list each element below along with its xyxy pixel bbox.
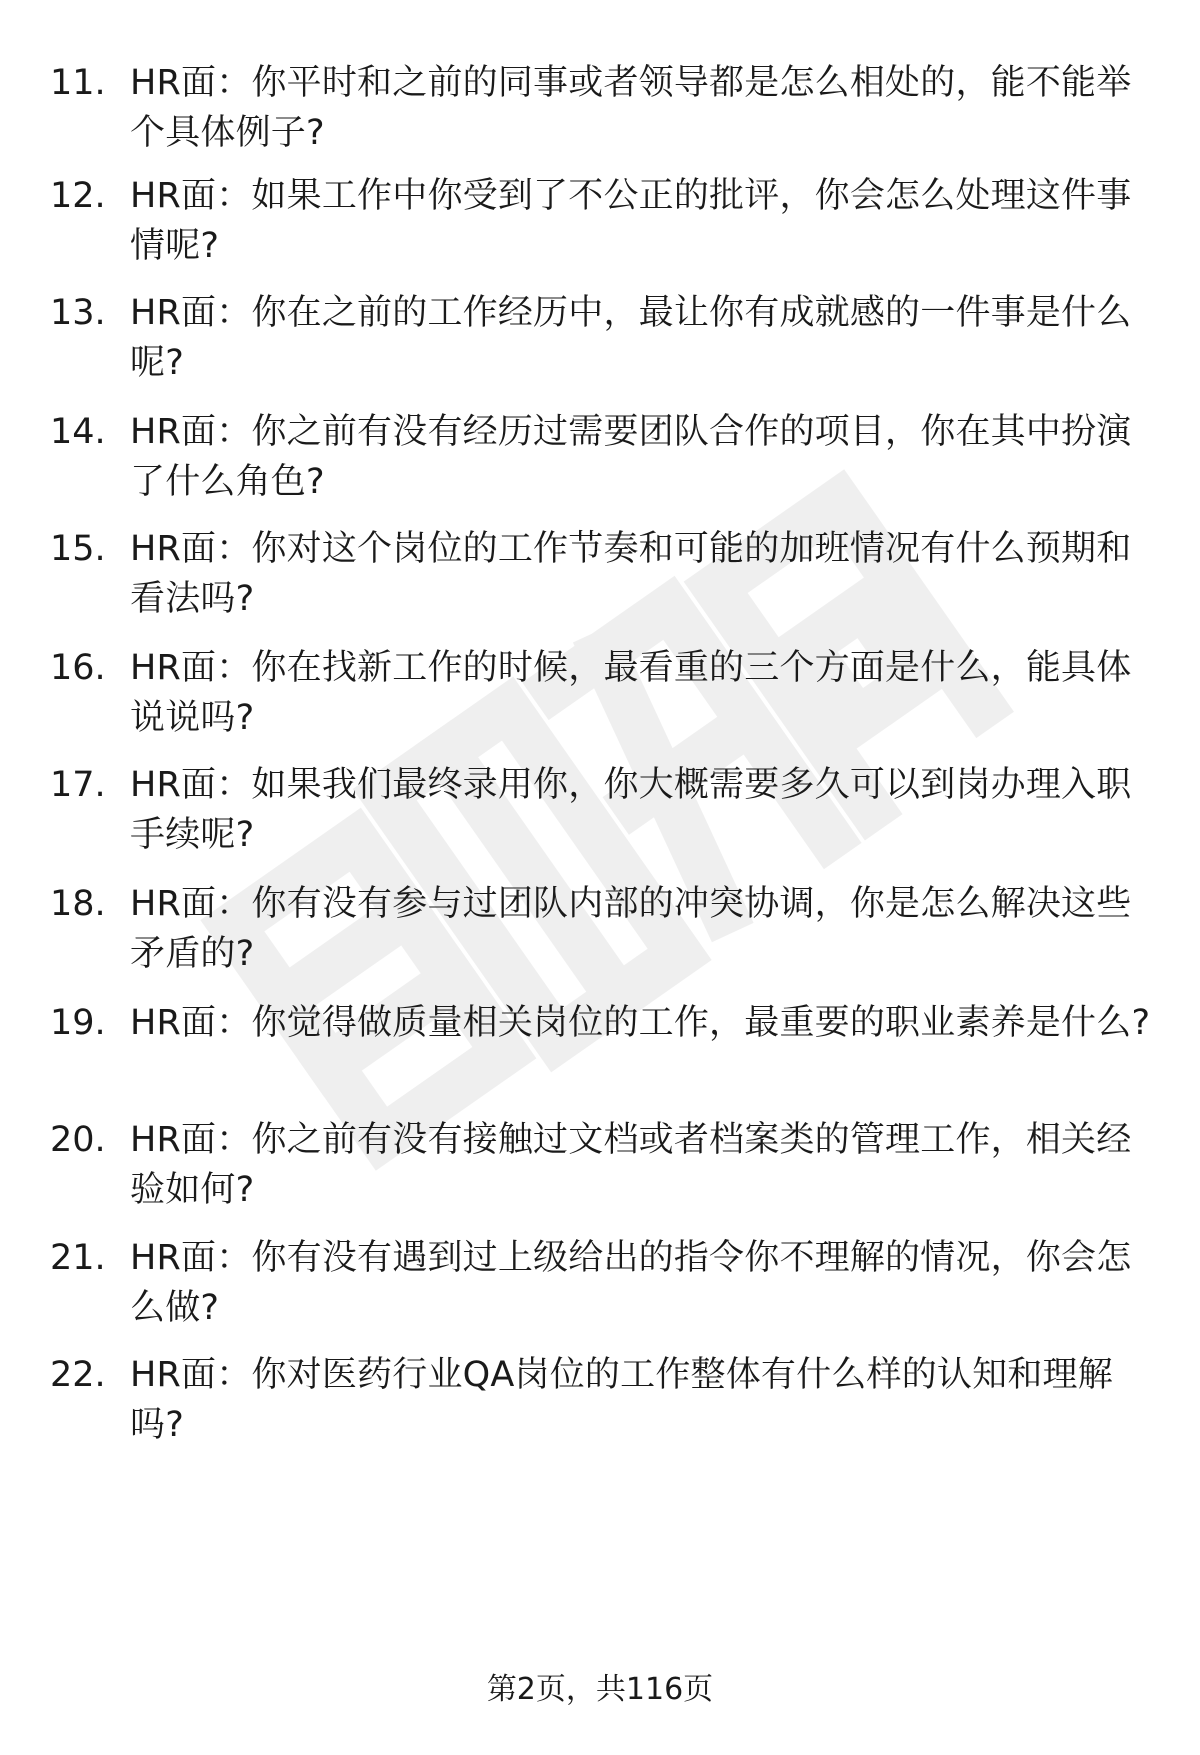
page-footer: 第2页，共116页 — [486, 1672, 714, 1707]
question-number: 19. — [50, 1003, 106, 1043]
question-text: HR面：你有没有参与过团队内部的冲突协调，你是怎么解决这些矛盾的? — [130, 884, 1132, 974]
question-item — [50, 1233, 1160, 1343]
question-text: HR面：你在找新工作的时候，最看重的三个方面是什么，能具体说说吗? — [130, 648, 1132, 738]
question-number: 13. — [50, 293, 106, 333]
question-item — [50, 171, 1160, 281]
question-item — [50, 524, 1160, 634]
question-number: 12. — [50, 176, 106, 216]
question-text: HR面：你在之前的工作经历中，最让你有成就感的一件事是什么呢? — [130, 293, 1132, 383]
question-text: HR面：如果工作中你受到了不公正的批评，你会怎么处理这件事情呢? — [130, 176, 1132, 266]
question-item — [50, 58, 1160, 168]
question-item — [50, 1115, 1160, 1225]
question-text: HR面：如果我们最终录用你，你大概需要多久可以到岗办理入职手续呢? — [130, 765, 1132, 855]
question-item — [50, 407, 1160, 517]
question-number: 18. — [50, 884, 106, 924]
question-text: HR面：你对这个岗位的工作节奏和可能的加班情况有什么预期和看法吗? — [130, 529, 1132, 619]
question-text: HR面：你觉得做质量相关岗位的工作，最重要的职业素养是什么? — [130, 1003, 1151, 1043]
question-text: HR面：你之前有没有接触过文档或者档案类的管理工作，相关经验如何? — [130, 1120, 1132, 1210]
question-number: 20. — [50, 1120, 106, 1160]
question-text: HR面：你有没有遇到过上级给出的指令你不理解的情况，你会怎么做? — [130, 1238, 1132, 1328]
question-text: HR面：你平时和之前的同事或者领导都是怎么相处的，能不能举个具体例子? — [130, 63, 1132, 153]
question-item — [50, 1350, 1160, 1460]
question-number: 16. — [50, 648, 106, 688]
question-item — [50, 760, 1160, 870]
question-number: 11. — [50, 63, 106, 103]
question-number: 15. — [50, 529, 106, 569]
question-number: 17. — [50, 765, 106, 805]
question-item — [50, 998, 1160, 1108]
question-item — [50, 288, 1160, 398]
question-item — [50, 879, 1160, 989]
question-text: HR面：你之前有没有经历过需要团队合作的项目，你在其中扮演了什么角色? — [130, 412, 1132, 502]
question-number: 21. — [50, 1238, 106, 1278]
question-number: 14. — [50, 412, 106, 452]
question-number: 22. — [50, 1355, 106, 1395]
question-item — [50, 643, 1160, 753]
question-text: HR面：你对医药行业QA岗位的工作整体有什么样的认知和理解吗? — [130, 1355, 1113, 1445]
